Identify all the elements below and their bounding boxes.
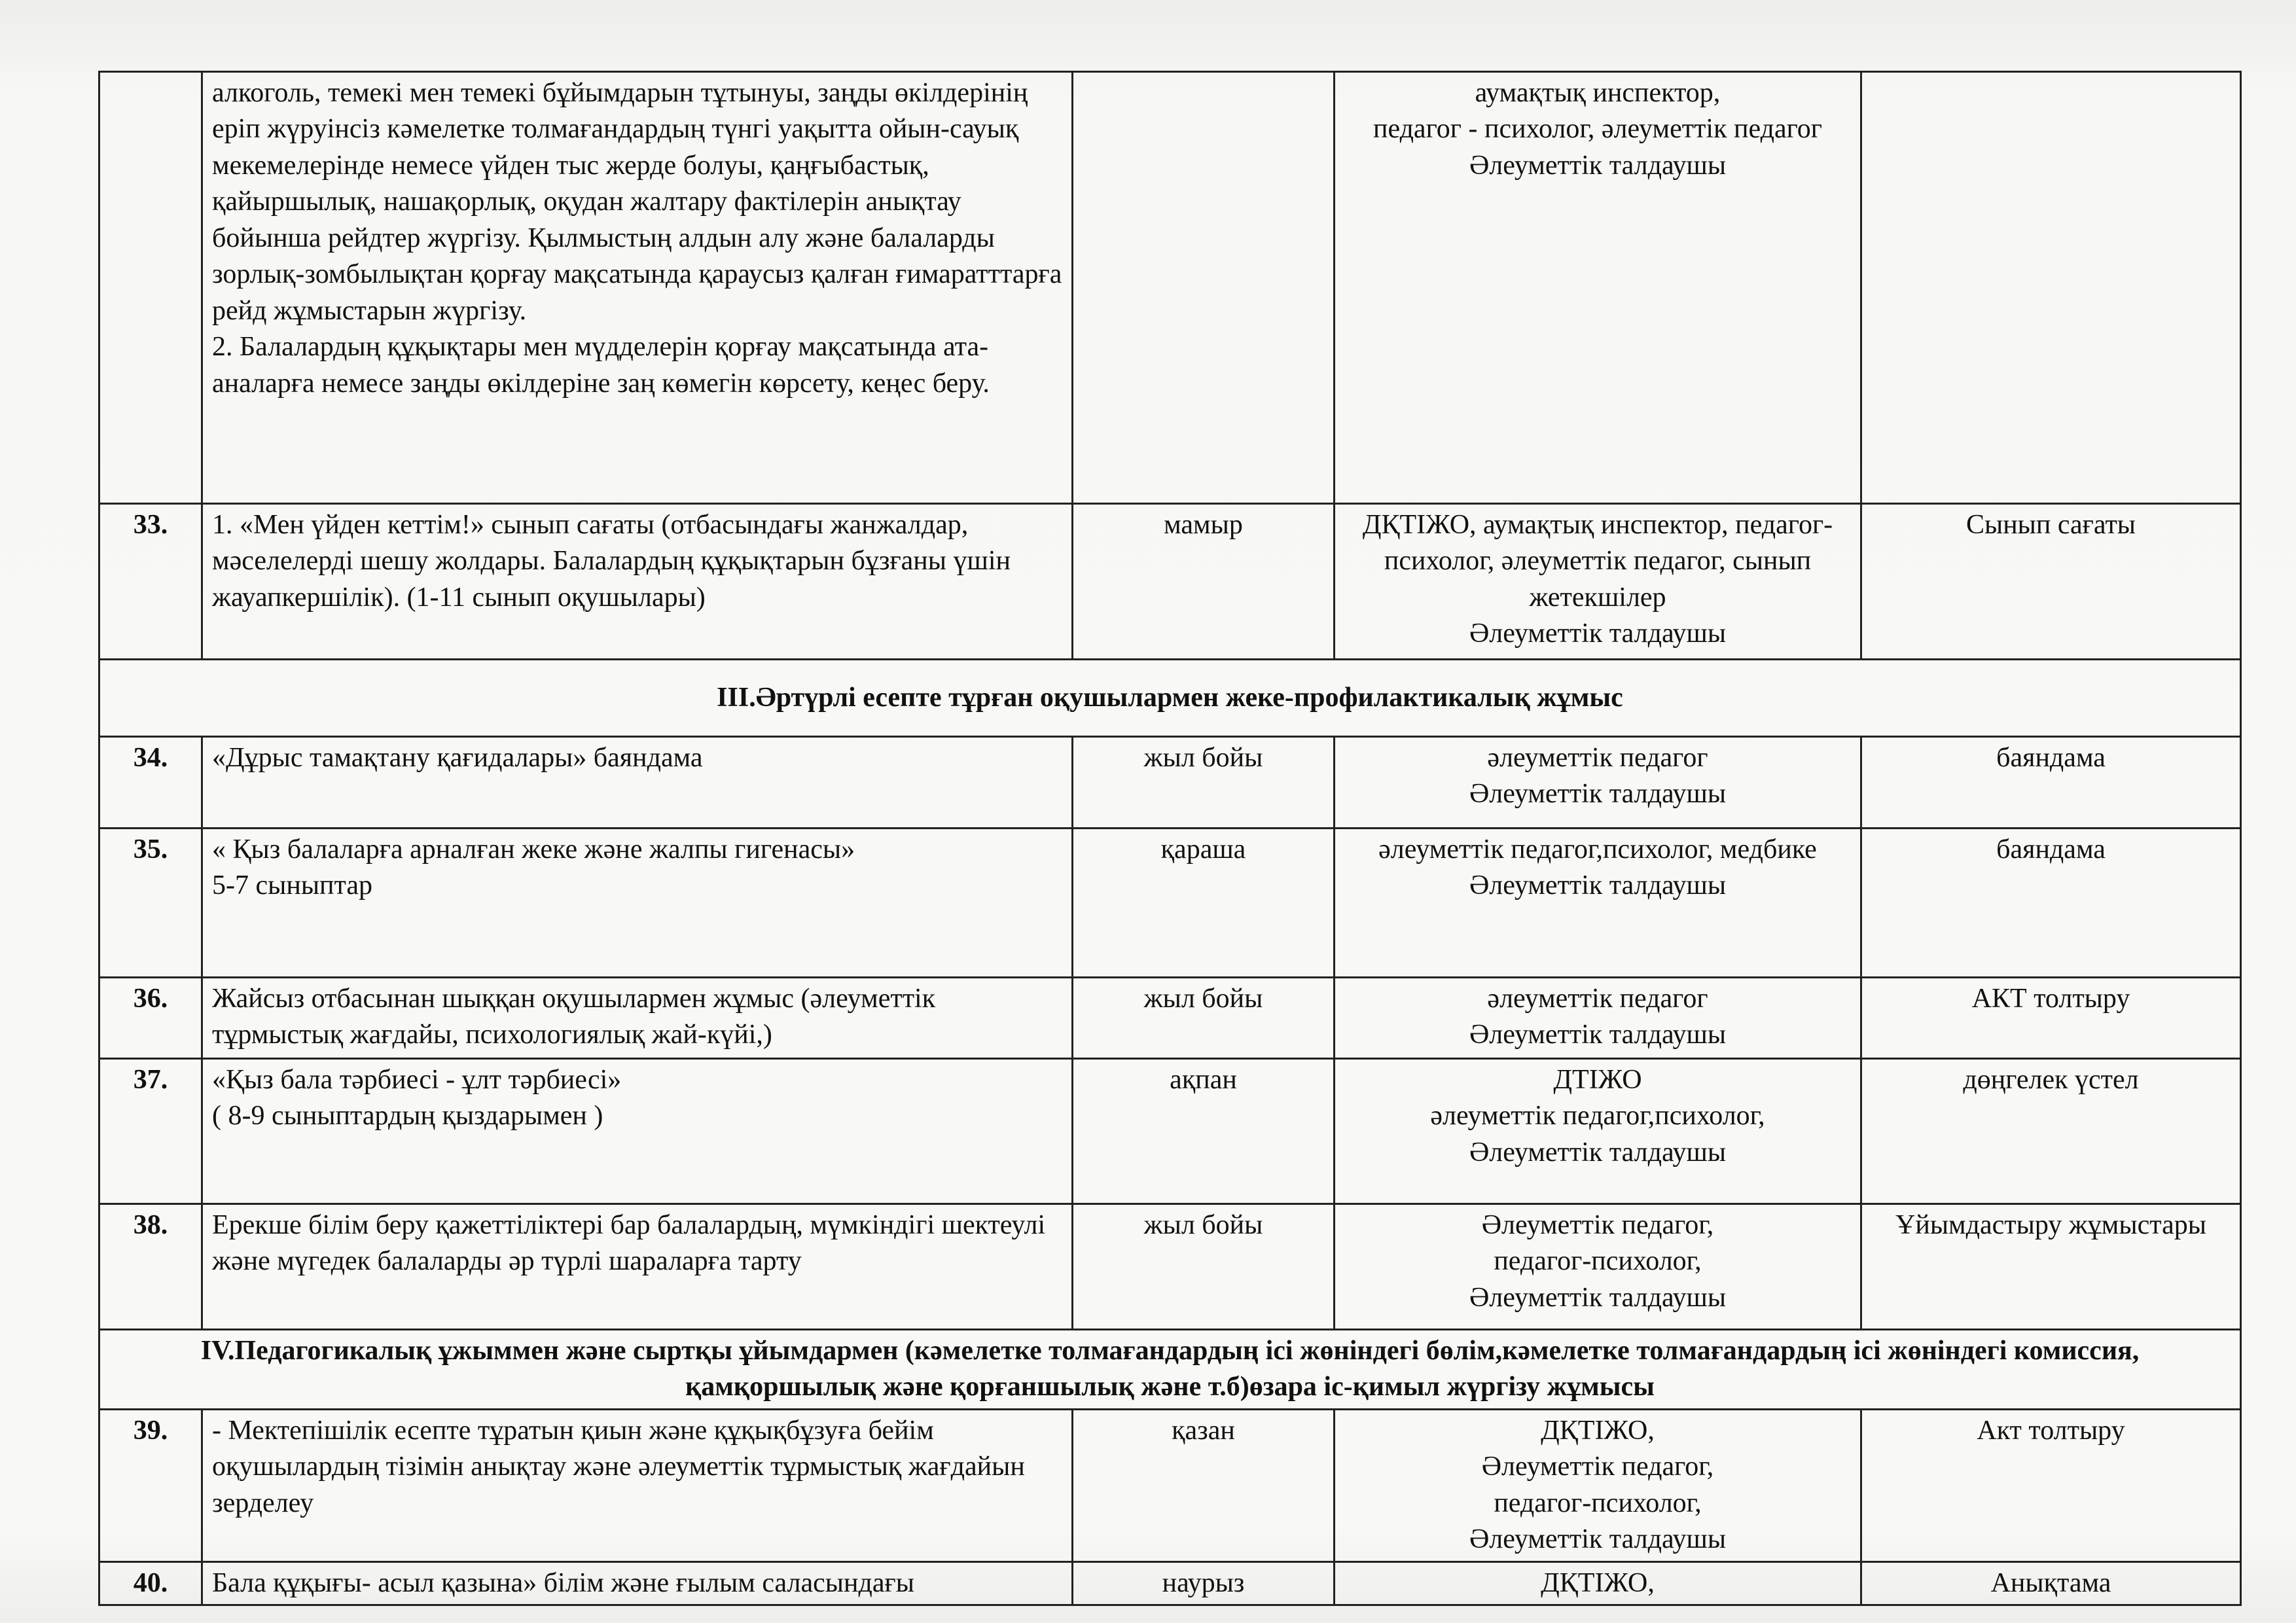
activity-cell: - Мектепішілік есепте тұратын қиын және құқықбұзуға бейім оқушылардың тізімін анықтау және әлеуметтік тұрмыстық жағдайын зерделеу bbox=[202, 1409, 1073, 1561]
responsible-cell: әлеуметтік педагог,психолог, медбике Әлеуметтік талдаушы bbox=[1335, 829, 1861, 978]
responsible-cell: аумақтық инспектор, педагог - психолог, әлеуметтік педагог Әлеуметтік талдаушы bbox=[1335, 72, 1861, 504]
deadline-cell bbox=[1073, 72, 1335, 504]
row-number: 34. bbox=[99, 737, 202, 829]
table-row bbox=[99, 1059, 2241, 1204]
table-row bbox=[99, 72, 2241, 504]
responsible-cell: ДҚТІЖО, Әлеуметтік педагог, педагог-психолог, Әлеуметтік талдаушы bbox=[1335, 1409, 1861, 1561]
result-cell: дөңгелек үстел bbox=[1861, 1059, 2241, 1204]
result-cell: баяндама bbox=[1861, 737, 2241, 829]
deadline-cell: ақпан bbox=[1073, 1059, 1335, 1204]
deadline-cell: қазан bbox=[1073, 1409, 1335, 1561]
section-heading-row bbox=[99, 1330, 2241, 1410]
deadline-cell: жыл бойы bbox=[1073, 978, 1335, 1059]
result-cell: Ұйымдастыру жұмыстары bbox=[1861, 1204, 2241, 1330]
activity-cell: « Қыз балаларға арналған жеке және жалпы гигенасы» 5-7 сыныптар bbox=[202, 829, 1073, 978]
responsible-cell: ДҚТІЖО, bbox=[1335, 1561, 1861, 1605]
section-heading-row bbox=[99, 660, 2241, 737]
row-number: 38. bbox=[99, 1204, 202, 1330]
result-cell: Сынып сағаты bbox=[1861, 504, 2241, 660]
activity-cell: Бала құқығы- асыл қазына» білім және ғылым саласындағы bbox=[202, 1561, 1073, 1605]
activity-cell: Жайсыз отбасынан шыққан оқушылармен жұмыс (әлеуметтік тұрмыстық жағдайы, психологиялық жай-күйі,) bbox=[202, 978, 1073, 1059]
result-cell: Анықтама bbox=[1861, 1561, 2241, 1605]
result-cell: Акт толтыру bbox=[1861, 1409, 2241, 1561]
row-number: 37. bbox=[99, 1059, 202, 1204]
activity-cell: «Қыз бала тәрбиесі - ұлт тәрбиесі» ( 8-9 сыныптардың қыздарымен ) bbox=[202, 1059, 1073, 1204]
responsible-cell: әлеуметтік педагог Әлеуметтік талдаушы bbox=[1335, 978, 1861, 1059]
row-number bbox=[99, 72, 202, 504]
table-row bbox=[99, 978, 2241, 1059]
row-number: 39. bbox=[99, 1409, 202, 1561]
row-number: 35. bbox=[99, 829, 202, 978]
row-number: 36. bbox=[99, 978, 202, 1059]
result-cell: баяндама bbox=[1861, 829, 2241, 978]
responsible-cell: әлеуметтік педагог Әлеуметтік талдаушы bbox=[1335, 737, 1861, 829]
result-cell: АКТ толтыру bbox=[1861, 978, 2241, 1059]
table-row bbox=[99, 1561, 2241, 1605]
activity-cell: «Дұрыс тамақтану қағидалары» баяндама bbox=[202, 737, 1073, 829]
section-title: IV.Педагогикалық ұжыммен және сыртқы ұйымдармен (кәмелетке толмағандардың ісі жөніндегі бөлім,кәмелетке толмағандардың ісі жөніндегі комиссия, қамқоршылық және қорғаншылық және т.б)өзара іс-қимыл жүргізу жұмысы bbox=[99, 1330, 2241, 1410]
row-number: 40. bbox=[99, 1561, 202, 1605]
deadline-cell: қараша bbox=[1073, 829, 1335, 978]
deadline-cell: наурыз bbox=[1073, 1561, 1335, 1605]
activity-cell: 1. «Мен үйден кеттім!» сынып сағаты (отбасындағы жанжалдар, мәселелерді шешу жолдары. Балалардың құқықтарын бұзғаны үшін жауапкершілік). (1-11 сынып оқушылары) bbox=[202, 504, 1073, 660]
work-plan-table bbox=[98, 71, 2242, 1606]
table-row bbox=[99, 1409, 2241, 1561]
section-title: ІІІ.Әртүрлі есепте тұрған оқушылармен жеке-профилактикалық жұмыс bbox=[99, 660, 2241, 737]
table-row bbox=[99, 737, 2241, 829]
deadline-cell: жыл бойы bbox=[1073, 1204, 1335, 1330]
activity-cell: Ерекше білім беру қажеттіліктері бар балалардың, мүмкіндігі шектеулі және мүгедек балаларды әр түрлі шараларға тарту bbox=[202, 1204, 1073, 1330]
responsible-cell: ДТІЖО әлеуметтік педагог,психолог, Әлеуметтік талдаушы bbox=[1335, 1059, 1861, 1204]
table-row bbox=[99, 504, 2241, 660]
responsible-cell: ДҚТІЖО, аумақтық инспектор, педагог-психолог, әлеуметтік педагог, сынып жетекшілер Әлеуметтік талдаушы bbox=[1335, 504, 1861, 660]
deadline-cell: мамыр bbox=[1073, 504, 1335, 660]
table-row bbox=[99, 1204, 2241, 1330]
deadline-cell: жыл бойы bbox=[1073, 737, 1335, 829]
row-number: 33. bbox=[99, 504, 202, 660]
activity-cell: алкоголь, темекі мен темекі бұйымдарын тұтынуы, заңды өкілдерінің еріп жүруінсіз кәмелетке толмағандардың түнгі уақытта ойын-сауық мекемелерінде немесе үйден тыс жерде болуы, қаңғыбастық, қайыршылық, нашақорлық, оқудан жалтару фактілерін анықтау бойынша рейдтер жүргізу. Қылмыстың алдын алу және балаларды зорлық-зомбылықтан қорғау мақсатында қараусыз қалған ғимаратттарға рейд жұмыстарын жүргізу. 2. Балалардың құқықтары мен мүдделерін қорғау мақсатында ата-аналарға немесе заңды өкілдеріне заң көмегін көрсету, кеңес беру. bbox=[202, 72, 1073, 504]
table-row bbox=[99, 829, 2241, 978]
responsible-cell: Әлеуметтік педагог, педагог-психолог, Әлеуметтік талдаушы bbox=[1335, 1204, 1861, 1330]
result-cell bbox=[1861, 72, 2241, 504]
